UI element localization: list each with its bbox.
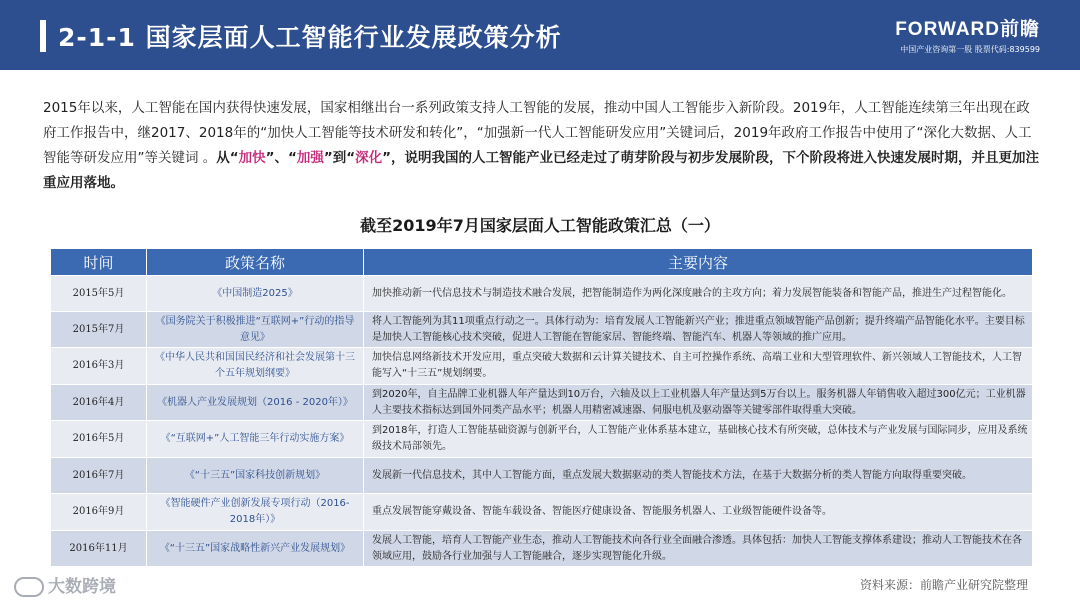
table-row: [51, 458, 1033, 494]
table-row: [51, 494, 1033, 531]
policy-table: [50, 248, 1033, 567]
column-header-time: 时间: [51, 249, 147, 276]
cell-content: 到2020年，自主品牌工业机器人年产量达到10万台，六轴及以上工业机器人年产量达到5万台以上。服务机器人年销售收入超过300亿元；工业机器人主要技术指标达到国外同类产品水平；机器人用精密减速器、伺服电机及驱动器等关键零部件取得重大突破。: [364, 385, 1033, 421]
keyword-accelerate: 加快: [238, 150, 266, 166]
cell-policy-name: 《中国制造2025》: [147, 276, 364, 312]
intro-text-2: 从“: [216, 150, 239, 166]
table-row: [51, 312, 1033, 348]
cell-policy-name: 《国务院关于积极推进“互联网+”行动的指导意见》: [147, 312, 364, 348]
source-note: 资料来源：前瞻产业研究院整理: [859, 578, 1028, 592]
page-title: 2-1-1 国家层面人工智能行业发展政策分析: [58, 23, 562, 52]
intro-text-1: 2015年以来，人工智能在国内获得快速发展，国家相继出台一系列政策支持人工智能的发展，推动中国人工智能步入新阶段。2019年，人工智能连续第三年出现在政府工作报告中，继2017、2018年的“加快人工智能等技术研发和转化”，“加强新一代人工智能研发应用”关键词后，2019年政府工作报告中使用了“深化大数据、人工智能等研发应用”等关键词 。: [43, 100, 1032, 166]
intro-text-3: ”、“: [265, 150, 297, 166]
table-row: [51, 531, 1033, 567]
cell-policy-name: 《“互联网+”人工智能三年行动实施方案》: [147, 421, 364, 458]
title-accent-bar: [40, 20, 46, 52]
cell-time: 2016年7月: [51, 458, 147, 494]
logo-wordmark: FORWARD前瞻: [895, 19, 1040, 40]
cell-policy-name: 《“十三五”国家战略性新兴产业发展规划》: [147, 531, 364, 567]
cell-policy-name: 《中华人民共和国国民经济和社会发展第十三个五年规划纲要》: [147, 348, 364, 385]
cell-content: 加快信息网络新技术开发应用，重点突破大数据和云计算关键技术、自主可控操作系统、高端工业和大型管理软件、新兴领域人工智能技术，人工智能写入“十三五”规划纲要。: [364, 348, 1033, 385]
column-header-content: 主要内容: [364, 249, 1033, 276]
cell-policy-name: 《机器人产业发展规划（2016 - 2020年）》: [147, 385, 364, 421]
cell-content: 重点发展智能穿戴设备、智能车载设备、智能医疗健康设备、智能服务机器人、工业级智能硬件设备等。: [364, 494, 1033, 531]
forward-logo: [895, 14, 1040, 55]
cell-policy-name: 《智能硬件产业创新发展专项行动（2016-2018年）》: [147, 494, 364, 531]
column-header-policy-name: 政策名称: [147, 249, 364, 276]
cell-time: 2016年4月: [51, 385, 147, 421]
cell-time: 2016年5月: [51, 421, 147, 458]
cell-content: 发展人工智能，培育人工智能产业生态，推动人工智能技术向各行业全面融合渗透。具体包括：加快人工智能支撑体系建设；推动人工智能技术在各领域应用，鼓励各行业加强与人工智能融合，逐步实现智能化升级。: [364, 531, 1033, 567]
cell-content: 到2018年，打造人工智能基础资源与创新平台，人工智能产业体系基本建立，基础核心技术有所突破，总体技术与产业发展与国际同步，应用及系统级技术局部领先。: [364, 421, 1033, 458]
cell-content: 发展新一代信息技术，其中人工智能方面，重点发展大数据驱动的类人智能技术方法，在基于大数据分析的类人智能方向取得重要突破。: [364, 458, 1033, 494]
keyword-deepen: 深化: [355, 150, 383, 166]
cell-time: 2015年7月: [51, 312, 147, 348]
table-row: [51, 276, 1033, 312]
intro-text-5: ”，说明我国的人工智能产业已经走过了萌芽阶段与初步发展阶段，下个阶段将进入快速发展时期，并且更加注重应用落地。: [43, 150, 1040, 191]
watermark: [14, 572, 116, 597]
watermark-logo-icon: [14, 577, 44, 597]
cell-time: 2015年5月: [51, 276, 147, 312]
table-header-row: [51, 249, 1033, 276]
cell-time: 2016年9月: [51, 494, 147, 531]
table-title: 截至2019年7月国家层面人工智能政策汇总（一）: [360, 216, 720, 235]
table-row: [51, 421, 1033, 458]
cell-content: 加快推动新一代信息技术与制造技术融合发展，把智能制造作为两化深度融合的主攻方向；着力发展智能装备和智能产品，推进生产过程智能化。: [364, 276, 1033, 312]
cell-policy-name: 《“十三五”国家科技创新规划》: [147, 458, 364, 494]
watermark-text: 大数跨境: [48, 577, 116, 597]
intro-paragraph: [43, 96, 1041, 196]
cell-time: 2016年11月: [51, 531, 147, 567]
header-banner: [0, 0, 1080, 70]
cell-time: 2016年3月: [51, 348, 147, 385]
intro-text-4: ”到“: [323, 150, 356, 166]
table-row: [51, 385, 1033, 421]
table-row: [51, 348, 1033, 385]
cell-content: 将人工智能列为其11项重点行动之一。具体行动为：培育发展人工智能新兴产业；推进重点领域智能产品创新；提升终端产品智能化水平。主要目标是加快人工智能核心技术突破，促进人工智能在智能家居、智能终端、智能汽车、机器人等领域的推广应用。: [364, 312, 1033, 348]
logo-tagline: 中国产业咨询第一股 股票代码:839599: [900, 45, 1040, 54]
keyword-strengthen: 加强: [296, 150, 324, 166]
